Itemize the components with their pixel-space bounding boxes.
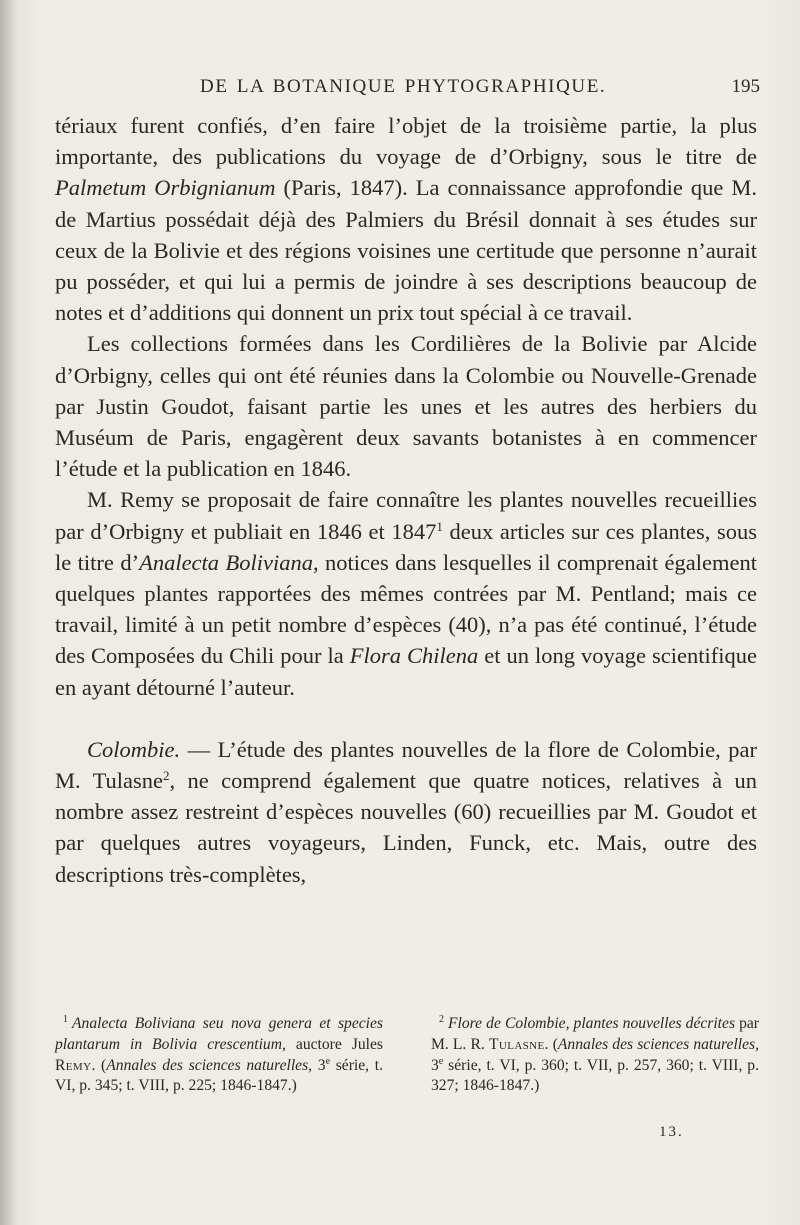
footnote-mark: 1 [63,1014,68,1025]
paragraph-collections: Les collections formées dans les Cordilières de la Bolivie par Alcide d’Orbigny, celles qui ont été réunies dans la Colombie ou Nouvelle-Grenade par Justin Goudot, faisant partie les unes et les autres des herbiers du Muséum de Paris, engagèrent deux savants botanistes à en commencer l’étude et la publication en 1846. [55,331,757,482]
running-title: DE LA BOTANIQUE PHYTOGRAPHIQUE. [200,76,607,97]
author-name: Remy [55,1056,92,1074]
footnote-2: $^2$ Flore de Colombie, plantes nouvelles décrites par M. L. R. Tulasne. (Annales des sciences naturelles, 3e série, t. VI, p. 360; t. VII, p. 257, 360; t. VIII, p. 327; 1846-1847.) [431,1014,760,1095]
section-heading-colombie: Colombie. [87,736,181,762]
author-name: Tulasne [488,1035,545,1053]
running-head [200,76,760,100]
spine-shadow [0,0,18,1225]
paragraph-palmetum: tériaux furent confiés, d’en faire l’objet de la troisième partie, la plus importante, des publications du voyage de d’Orbigny, sous le titre de Palmetum Orbignianum (Paris, 1847). La connaissance approfondie que M. de Martius possédait déjà des Palmiers du Brésil donnait à ses études sur ceux de la Bolivie et des régions voisines une certitude que personne n’aurait pu posséder, et qui lui a permis de joindre à ses descriptions beaucoup de notes et d’additions qui donnent un prix tout spécial à ce travail. [55,113,757,326]
page-number: 195 [731,76,760,97]
footnote-ref-1: 1 [436,518,443,534]
footnote-1: $^1$ Analecta Boliviana seu nova genera et species plantarum in Bolivia crescentium, auctore Jules Remy. (Annales des sciences naturelles, 3e série, t. VI, p. 345; t. VIII, p. 225; 1846-1847.) [55,1014,384,1095]
footnote-mark: 2 [439,1014,444,1025]
footnote-ref-2: 2 [163,768,170,784]
work-title-flora-chilena: Flora Chilena [349,643,479,669]
work-title-analecta: Analecta Boliviana [139,549,313,575]
paragraph-colombie: Colombie. — L’étude des plantes nouvelles de la flore de Colombie, par M. Tulasne$^2$, ne comprend également que quatre notices, relatives à un nombre assez restreint d’espèces nouvelles (60) recueillies par M. Goudot et par quelques autres voyageurs, Linden, Funck, etc. Mais, outre des descriptions très-complètes, [55,736,757,887]
work-title-palmetum: Palmetum Orbignianum [55,175,276,201]
body-text [55,110,757,890]
paragraph-remy: M. Remy se proposait de faire connaître les plantes nouvelles recueillies par d’Orbigny et publiait en 1846 et 1847$^1$ deux articles sur ces plantes, sous le titre d’Analecta Boliviana, notices dans lesquelles il comprenait également quelques plantes rapportées des mêmes contrées par M. Pentland; mais ce travail, limité à un petit nombre d’espèces (40), n’a pas été continué, l’étude des Composées du Chili pour la Flora Chilena et un long voyage scientifique en ayant détourné l’auteur. [55,487,758,700]
signature-mark: 13. [659,1124,684,1140]
